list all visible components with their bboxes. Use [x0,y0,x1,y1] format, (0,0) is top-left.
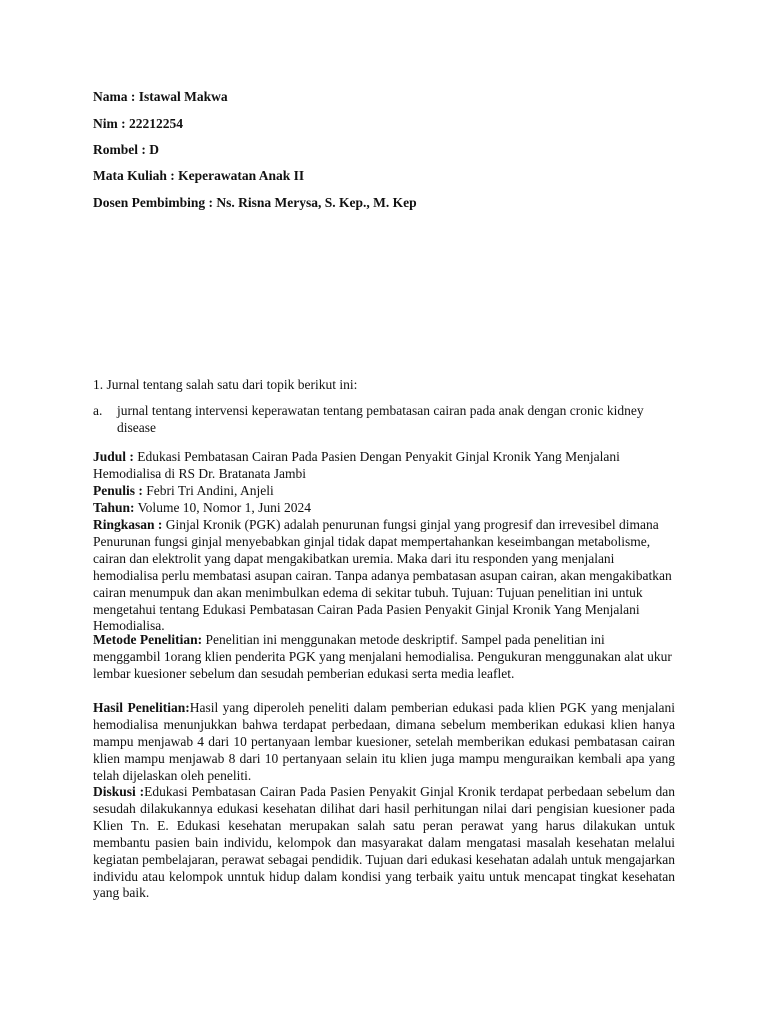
journal-year [93,500,675,517]
journal-title [93,449,675,483]
student-nim: Nim : 22212254 [93,116,183,131]
journal-method [93,632,675,683]
question-item [93,403,675,437]
student-rombel: Rombel : D [93,142,159,157]
journal-discussion-text: Edukasi Pembatasan Cairan Pada Pasien Penyakit Ginjal Kronik terdapat perbedaan sebelum dan sesudah dilakukannya edukasi kesehatan dilihat dari hasil perhitungan nilai dari pengisian kuesioner pada Klien Tn. E. Edukasi kesehatan merupakan salah satu peran perawat yang harus dilakukan untuk membantu pasien bain individu, kelompok dan masyarakat dalam mengatasi masalah kesehatan melalui kegiatan pembelajaran, perawat sebagai pendidik. Tujuan dari edukasi kesehatan adalah untuk mengajarkan individu atau kelompok unntuk hidup dalam kondisi yang terbaik yaitu untuk mencapat tingkat kesehatan yang baik. [93,784,675,901]
journal-method-text: Penelitian ini menggunakan metode deskriptif. Sampel pada penelitian ini menggambil 1orang klien penderita PGK yang menjalani hemodialisa. Pengukuran menggunakan alat ukur lembar kuesioner sebelum dan sesudah pemberian edukasi serta media leaflet. [93,632,672,681]
question-item-text: jurnal tentang intervensi keperawatan tentang pembatasan cairan pada anak dengan cronic kidney disease [117,403,644,435]
journal-authors-text: Febri Tri Andini, Anjeli [142,483,274,498]
journal-summary-label: Ringkasan : [93,517,163,532]
journal-method-label: Metode Penelitian: [93,632,203,647]
journal-discussion [93,784,675,902]
list-marker: a. [93,403,103,418]
journal-summary [93,517,675,635]
journal-results [93,700,675,785]
journal-authors-label: Penulis : [93,483,143,498]
journal-summary-text: Ginjal Kronik (PGK) adalah penurunan fungsi ginjal yang progresif dan irrevesibel dimana Penurunan fungsi ginjal menyebabkan ginjal tidak dapat mempertahankan keseimbangan metabolisme, cairan dan elektrolit yang dapat mengakibatkan uremia. Maka dari itu responden yang menjalani hemodialisa perlu membatasi asupan cairan. Tanpa adanya pembatasan asupan cairan, akan mengakibatkan cairan menumpuk dan akan menimbulkan edema di sekitar tubuh. Tujuan: Tujuan penelitian ini untuk mengetahui tentang Edukasi Pembatasan Cairan Pada Pasien Penyakit Ginjal Kronik Yang Menjalani Hemodialisa. [93,517,672,634]
journal-results-text: Hasil yang diperoleh peneliti dalam pemberian edukasi pada klien PGK yang menjalani hemodialisa menunjukkan bahwa terdapat perbedaan, dimana sebelum memberikan edukasi klien hanya mampu menjawab 4 dari 10 pertanyaan lembar kuesioner, setelah memberikan edukasi pembatasan cairan klien mampu menjawab 8 dari 10 pertanyaan selain itu klien juga mampu menguraikan kembali apa yang telah dijelaskan oleh peneliti. [93,700,676,783]
journal-discussion-label: Diskusi : [93,784,145,799]
lecturer-name: Dosen Pembimbing : Ns. Risna Merysa, S. Kep., M. Kep [93,195,417,210]
journal-title-text: Edukasi Pembatasan Cairan Pada Pasien Dengan Penyakit Ginjal Kronik Yang Menjalani Hemodialisa di RS Dr. Bratanata Jambi [93,449,620,481]
student-name: Nama : Istawal Makwa [93,89,228,104]
course-name: Mata Kuliah : Keperawatan Anak II [93,168,305,183]
journal-year-text: Volume 10, Nomor 1, Juni 2024 [134,500,312,515]
journal-results-label: Hasil Penelitian: [93,700,190,715]
journal-authors [93,483,675,500]
journal-title-label: Judul : [93,449,134,464]
journal-year-label: Tahun: [93,500,135,515]
question-intro: 1. Jurnal tentang salah satu dari topik berikut ini: [93,377,358,392]
